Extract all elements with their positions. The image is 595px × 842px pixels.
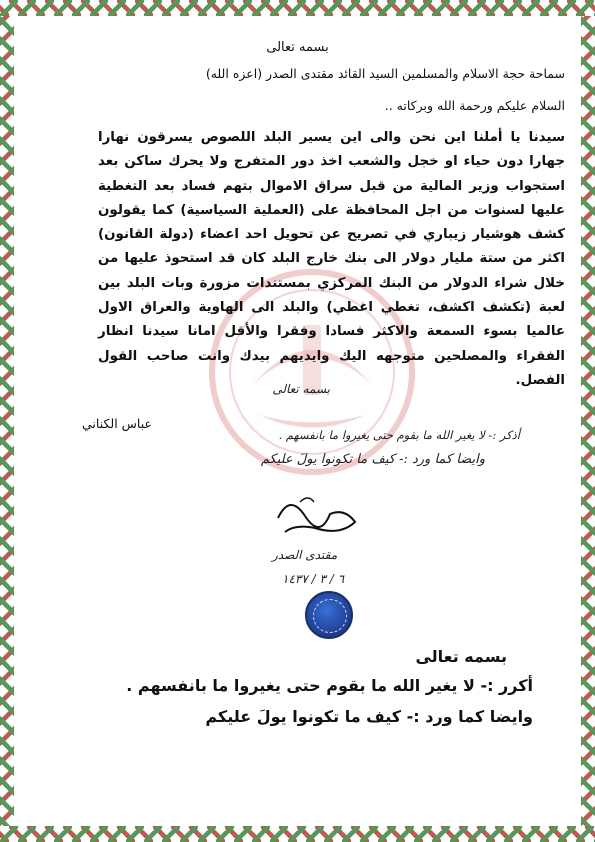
letter-greeting: السلام عليكم ورحمة الله وبركاته .. [384, 98, 565, 113]
transcription-line-2: وايضا كما ورد :- كيف ما تكونوا يولَ عليكم [205, 707, 533, 726]
decorative-border-top [0, 0, 595, 16]
seal-ring [313, 599, 347, 633]
handwritten-line-1: أذكر :- لا يغير الله ما بقوم حتى يغيروا ما بانفسهم . [278, 428, 520, 442]
letter-basmala: بسمه تعالى [266, 40, 329, 55]
transcription-line-1: أكرر :- لا يغير الله ما بقوم حتى يغيروا ما بانفسهم . [126, 676, 533, 695]
letter-body: سيدنا يا أملنا اين نحن والى اين يسير البلد اللصوص يسرقون نهارا جهارا دون حياء او خجل والشعب اخذ دور المتفرج ولا يحرك ساكن بعد استجواب وزير المالية من قبل سراق الاموال بتهم فساد بعد التغطية عليها لسنوات من اجل المحافظة على (العملية السياسية) كما يقولون كشف هوشيار زيباري في تصريح عن تحويل احد اعضاء (دولة القانون) اكثر من ستة مليار دولار الى بنك خارج البلد كان قد استحوذ عليها من خلال شراء الدولار من البنك المركزي بمستندات مزورة وبات البلد بين لعبة (تكشف اكشف، تغطي اغطي) والبلد الى الهاوية والعراق الاول عالميا بسوء السمعة والاكثر فسادا وفقرا والأقل امانا سيدنا انظار الفقراء والمصلحين متوجهه اليك وايديهم بيدك وانت صاحب القول الفصل. [98, 130, 565, 388]
decorative-border-right [581, 16, 595, 826]
handwritten-signer-name: مقتدى الصدر [272, 548, 338, 562]
transcription-basmala: بسمه تعالى [415, 647, 507, 666]
official-seal [305, 591, 353, 639]
handwritten-line-2: وايضا كما ورد :- كيف ما تكونوا يولَ عليكم [260, 452, 485, 467]
signer-name: عباس الكناني [82, 416, 152, 431]
decorative-border-bottom [0, 826, 595, 842]
handwritten-salam: بسمه تعالى [272, 382, 330, 396]
decorative-border-left [0, 16, 14, 826]
letter-addressee: سماحة حجة الاسلام والمسلمين السيد القائد مقتدى الصدر (اعزه الله) [205, 66, 565, 81]
handwritten-signature [270, 488, 370, 548]
handwritten-date: ٦ / ٣ / ١٤٣٧ [282, 572, 345, 586]
